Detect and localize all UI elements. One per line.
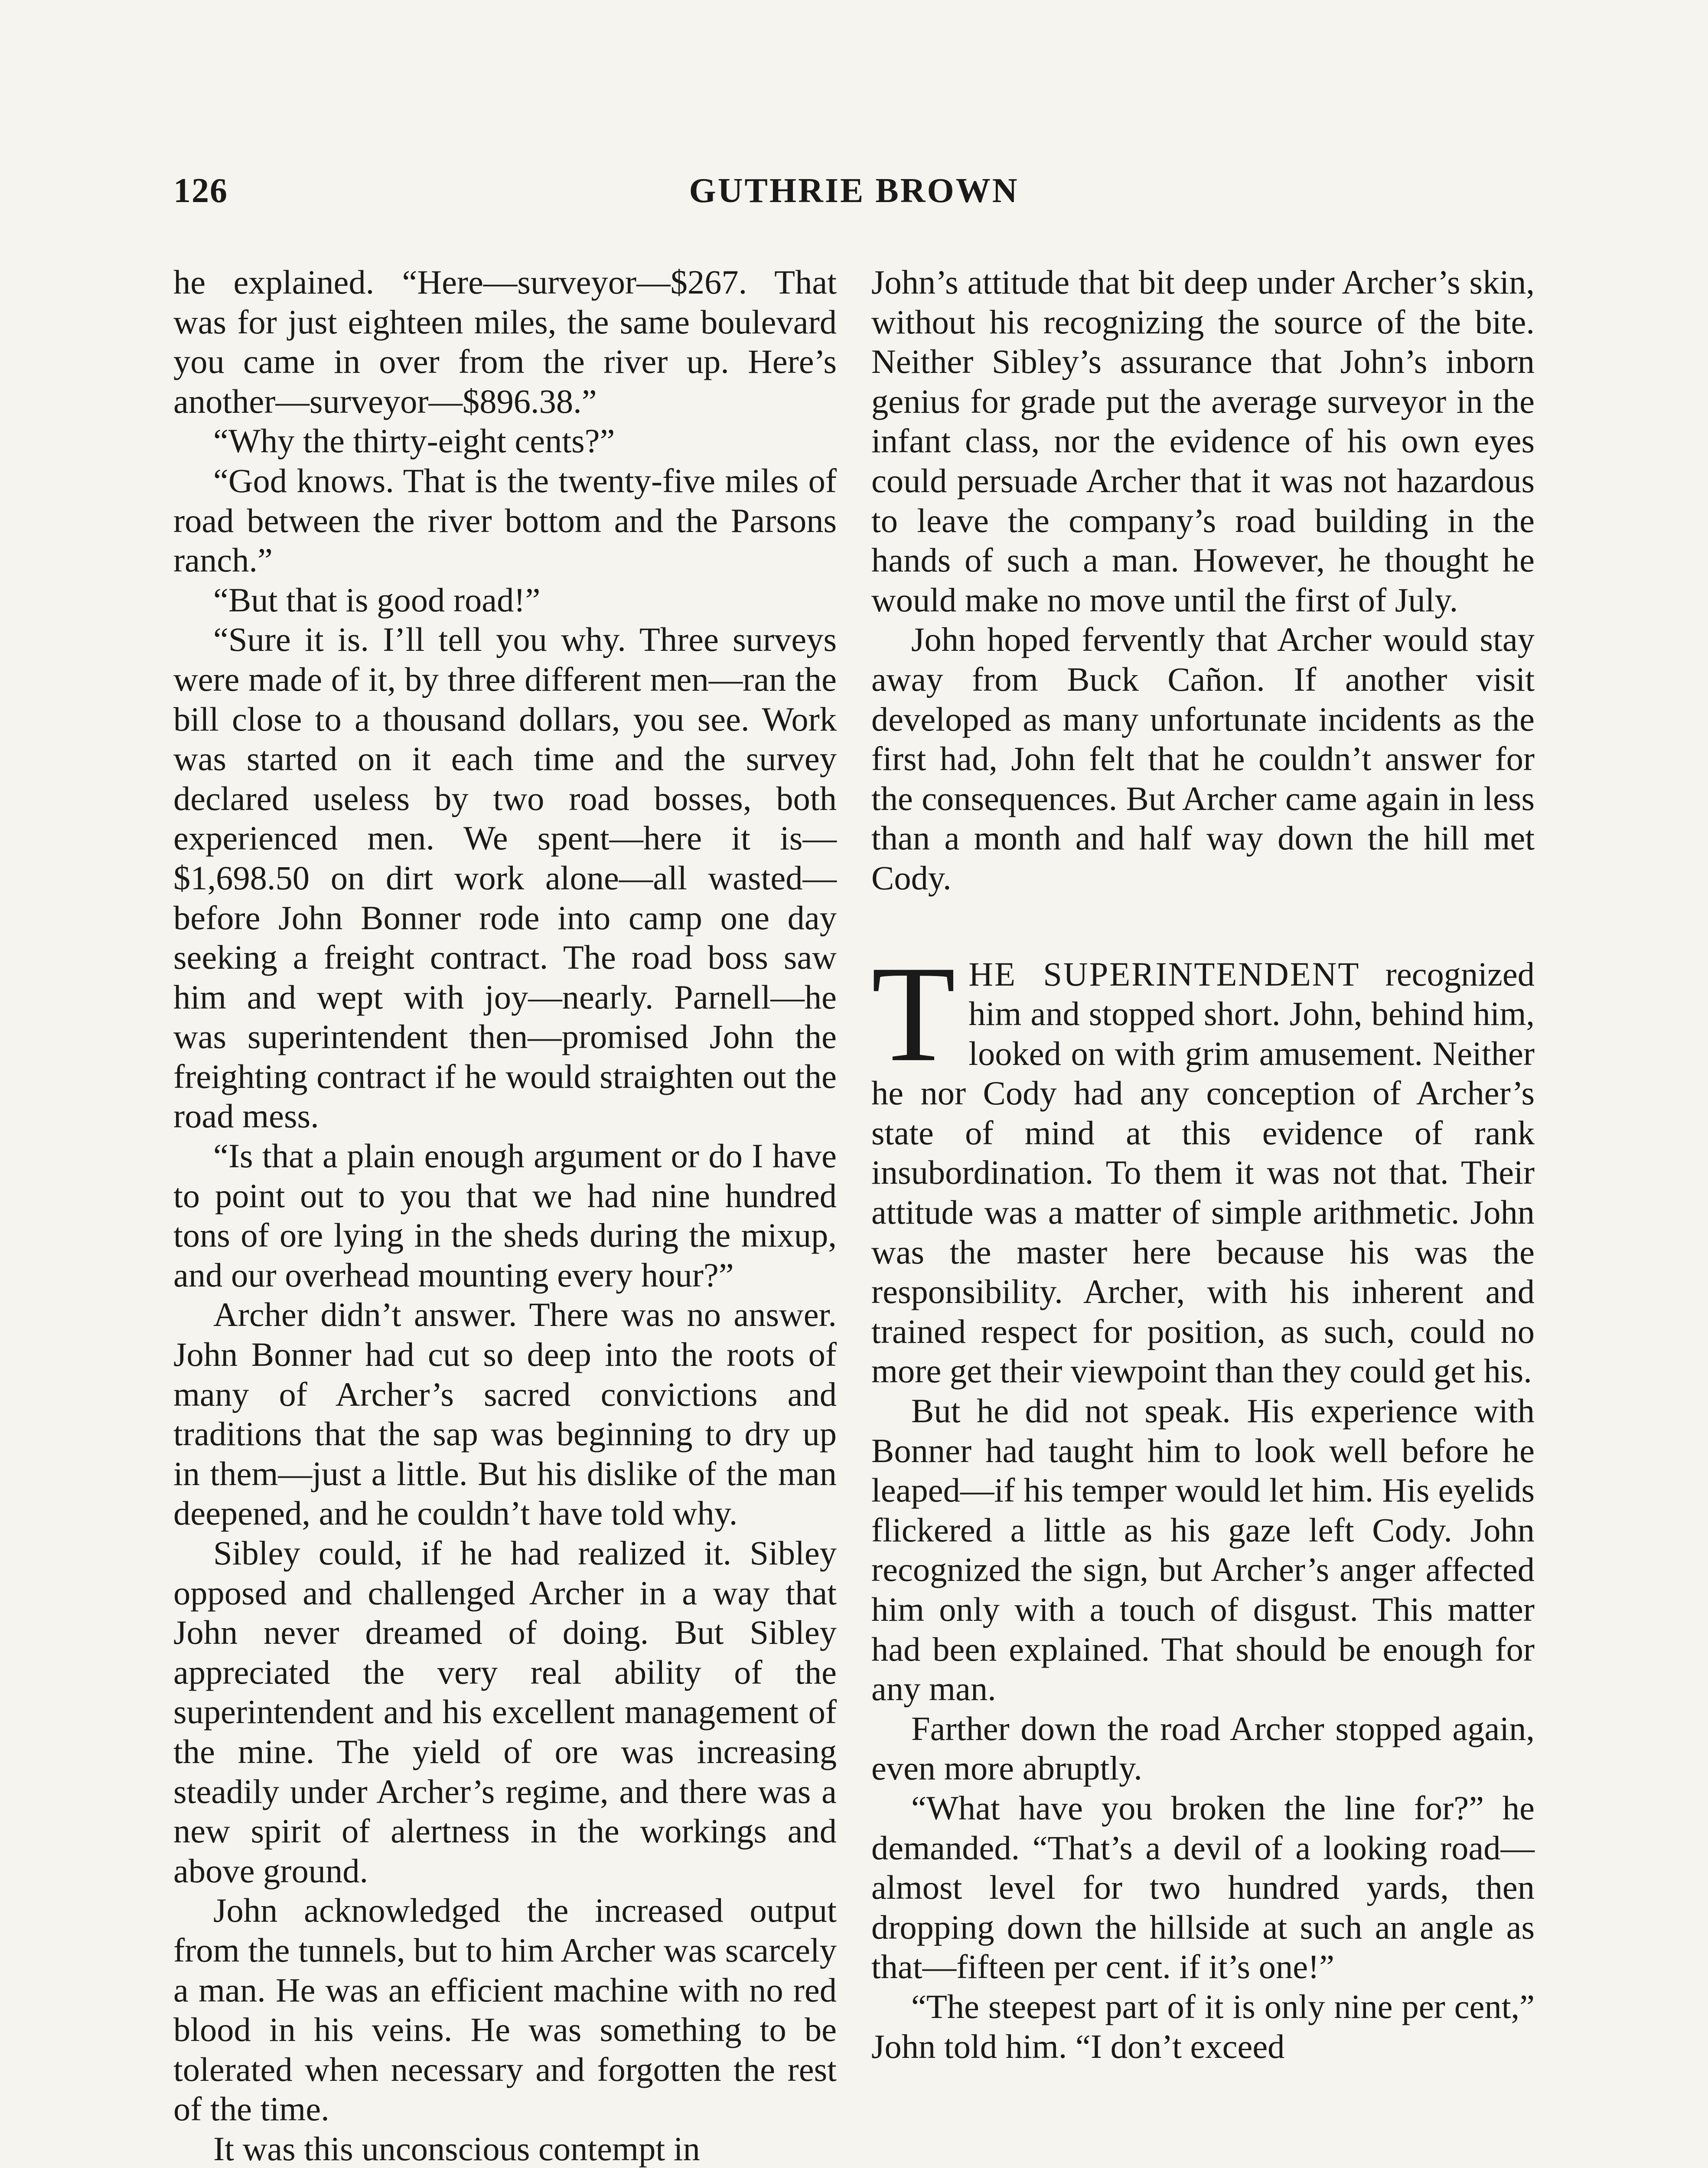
drop-cap: T <box>871 937 956 1090</box>
paragraph: he explained. “Here—surveyor—$267. That was for just eighteen miles, the same boulevard you came in over from the river up. Here’s another—surveyor—$896.38.” <box>173 263 837 420</box>
paragraph: “The steepest part of it is only nine per cent,” John told him. “I don’t exceed <box>871 1987 1535 2065</box>
paragraph: John acknowledged the increased output from the tunnels, but to him Archer was scarcely a man. He was an efficient machine with no red blood in his veins. He was something to be tolerated when necessary and forgotten the rest of the time. <box>173 1891 837 2128</box>
paragraph: Archer didn’t answer. There was no answer. John Bonner had cut so deep into the roots of many of Archer’s sacred convictions and traditions that the sap was beginning to dry up in them—just a little. But his dislike of the man deepened, and he couldn’t have told why. <box>173 1296 837 1532</box>
paragraph: “Why the thirty-eight cents?” <box>213 422 615 460</box>
page-header <box>173 171 1535 223</box>
paragraph: “God knows. That is the twenty-five miles of road between the river bottom and the Parsons ranch.” <box>173 461 837 579</box>
running-head: GUTHRIE BROWN <box>689 172 1019 210</box>
page-number: 126 <box>173 172 228 210</box>
paragraph: John hoped fervently that Archer would stay away from Buck Cañon. If another visit developed as many unfortunate incidents as the first had, John felt that he couldn’t answer for the consequences. But Archer came again in less than a month and half way down the hill met Cody. <box>871 620 1535 897</box>
right-column <box>871 262 1535 2168</box>
paragraph: Sibley could, if he had realized it. Sibley opposed and challenged Archer in a way that John never dreamed of doing. But Sibley appreciated the very real ability of the superintendent and his excellent management of the mine. The yield of ore was increasing steadily under Archer’s regime, and there was a new spirit of alertness in the workings and above ground. <box>173 1534 837 1890</box>
section-start-text: recognized him and stopped short. John, behind him, looked on with grim amusement. Neither he nor Cody had any conception of Archer’s state of mind at this evidence of rank insubordination. To them it was not that. Their attitude was a matter of simple arithmetic. John was the master here because his was the responsibility. Archer, with his inherent and trained respect for position, as such, could no more get their viewpoint than they could get his. <box>871 955 1535 1390</box>
section-start-paragraph <box>871 937 1535 1391</box>
paragraph: It was this unconscious contempt in <box>213 2129 700 2168</box>
paragraph: “Is that a plain enough argument or do I have to point out to you that we had nine hundred tons of ore lying in the sheds during the mixup, and our overhead mounting every hour?” <box>173 1137 837 1294</box>
paragraph: “Sure it is. I’ll tell you why. Three surveys were made of it, by three different men—ran the bill close to a thousand dollars, you see. Work was started on it each time and the survey declared useless by two road bosses, both experienced men. We spent—here it is—$1,698.50 on dirt work alone—all wasted—before John Bonner rode into camp one day seeking a freight contract. The road boss saw him and wept with joy—nearly. Parnell—he was superintendent then—promised John the freighting contract if he would straighten out the road mess. <box>173 620 837 1135</box>
paragraph: But he did not speak. His experience with Bonner had taught him to look well before he leaped—if his temper would let him. His eyelids flickered a little as his gaze left Cody. John recognized the sign, but Archer’s anger affected him only with a touch of disgust. This matter had been explained. That should be enough for any man. <box>871 1392 1535 1708</box>
paragraph: Farther down the road Archer stopped again, even more abruptly. <box>871 1709 1535 1787</box>
paragraph: John’s attitude that bit deep under Archer’s skin, without his recognizing the source of the bite. Neither Sibley’s assurance that John’s inborn genius for grade put the average surveyor in the infant class, nor the evidence of his own eyes could persuade Archer that it was not hazardous to leave the company’s road building in the hands of such a man. However, he thought he would make no move until the first of July. <box>871 263 1535 619</box>
paragraph: “What have you broken the line for?” he demanded. “That’s a devil of a looking road—almost level for two hundred yards, then dropping down the hillside at such an angle as that—fifteen per cent. if it’s one!” <box>871 1789 1535 1986</box>
left-column <box>173 262 837 2168</box>
small-caps-lead: HE SUPERINTENDENT <box>968 955 1360 993</box>
paragraph: “But that is good road!” <box>213 581 541 619</box>
